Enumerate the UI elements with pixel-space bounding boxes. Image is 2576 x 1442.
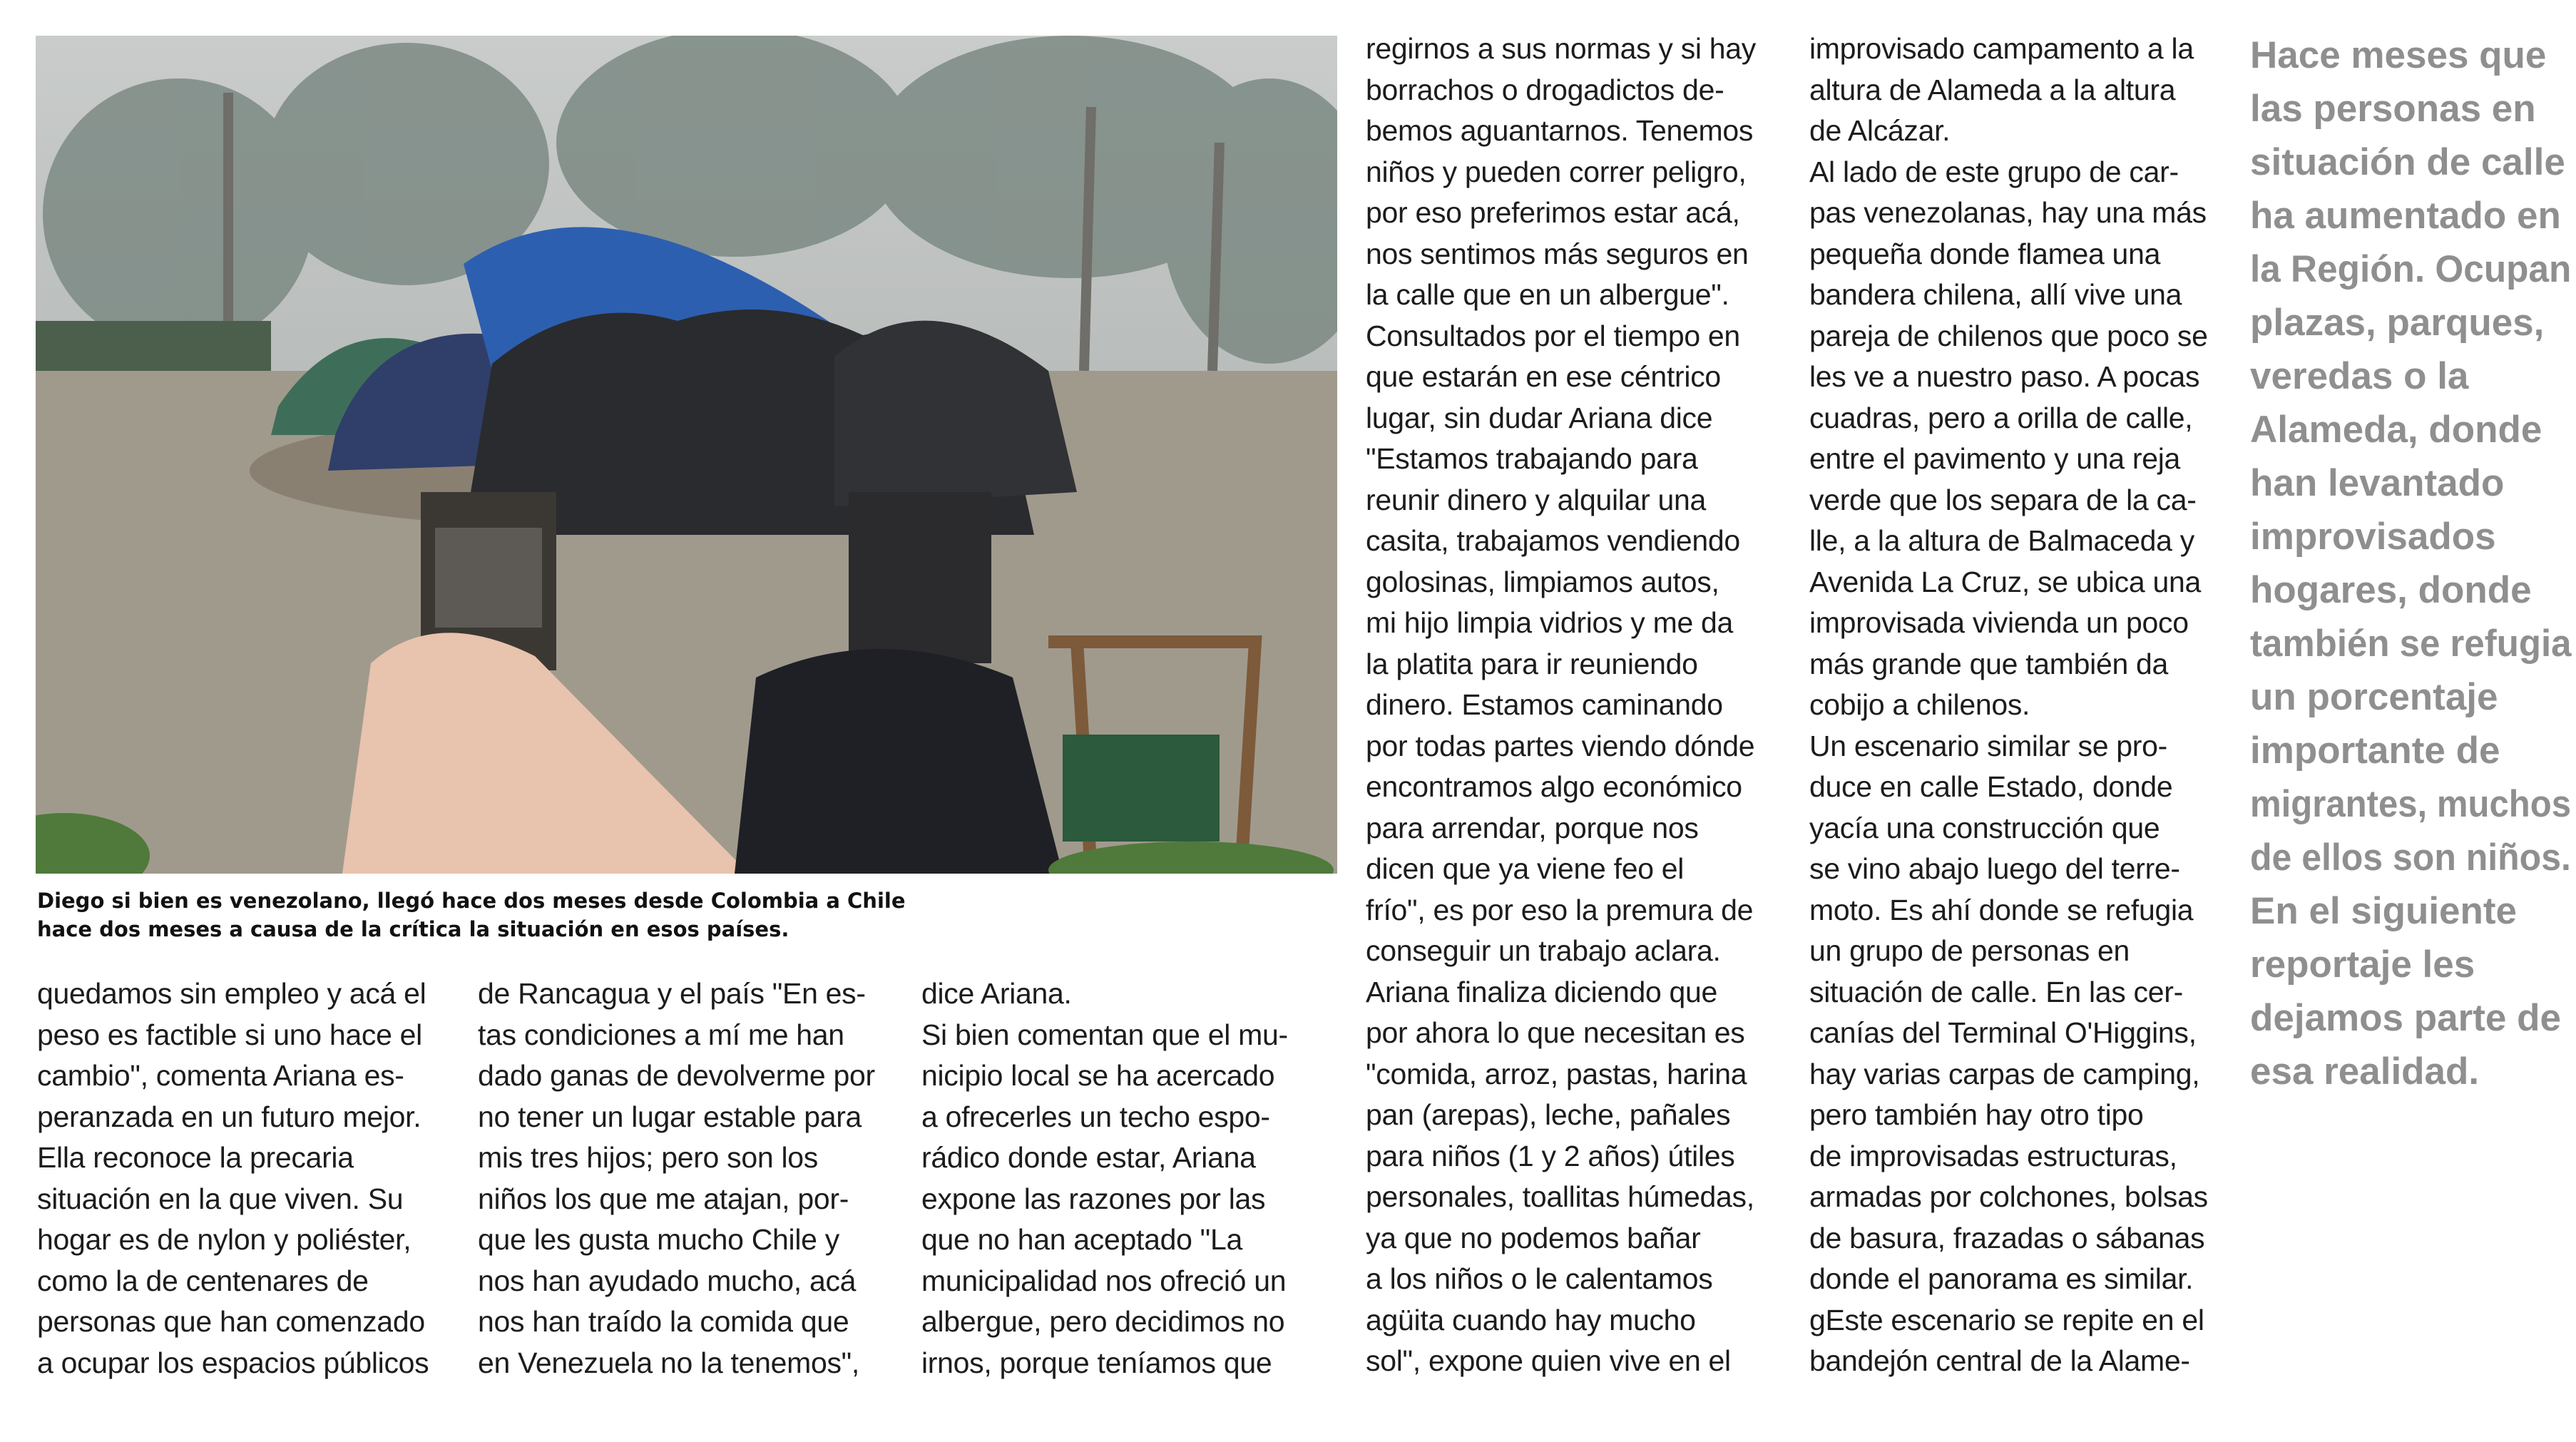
text-line: de basura, frazadas o sábanas	[1809, 1221, 2205, 1254]
text-line: bemos aguantarnos. Tenemos	[1366, 114, 1754, 147]
text-line: Si bien comentan que el mu-	[921, 1018, 1288, 1051]
sidebar-line: plazas, parques,	[2250, 302, 2545, 344]
sidebar-line: veredas o la	[2250, 355, 2469, 397]
sidebar-line: la Región. Ocupan	[2250, 248, 2572, 290]
caption-line: hace dos meses a causa de la crítica la situación en esos países.	[37, 917, 789, 941]
text-line: donde el panorama es similar.	[1809, 1262, 2194, 1295]
text-line: niños y pueden correr peligro,	[1366, 155, 1747, 188]
sidebar-line: En el siguiente	[2250, 890, 2518, 932]
text-line: de improvisadas estructuras,	[1809, 1139, 2177, 1172]
text-line: dado ganas de devolverme por	[478, 1059, 875, 1092]
text-line: nos han traído la comida que	[478, 1305, 849, 1338]
text-line: quedamos sin empleo y acá el	[37, 977, 426, 1010]
text-line: reunir dinero y alquilar una	[1366, 483, 1707, 516]
text-line: un grupo de personas en	[1809, 934, 2130, 967]
text-line: expone las razones por las	[921, 1182, 1266, 1215]
photo-scene	[36, 36, 1337, 874]
text-line: personas que han comenzado	[37, 1305, 425, 1338]
text-line: como la de centenares de	[37, 1264, 369, 1297]
text-line: regirnos a sus normas y si hay	[1366, 32, 1757, 65]
text-line: bandejón central de la Alame-	[1809, 1344, 2190, 1377]
text-line: bandera chilena, allí vive una	[1809, 278, 2182, 311]
text-line: dice Ariana.	[921, 977, 1072, 1010]
sidebar-line: importante de	[2250, 730, 2500, 772]
text-line: que les gusta mucho Chile y	[478, 1223, 839, 1256]
text-line: por ahora lo que necesitan es	[1366, 1016, 1745, 1049]
article-column-3	[921, 973, 1335, 1384]
text-line: pas venezolanas, hay una más	[1809, 196, 2207, 229]
text-line: albergue, pero decidimos no	[921, 1305, 1285, 1338]
text-line: ya que no podemos bañar	[1366, 1221, 1701, 1254]
text-line: municipalidad nos ofreció un	[921, 1264, 1287, 1297]
text-line: de Rancagua y el país "En es-	[478, 977, 866, 1010]
text-line: pareja de chilenos que poco se	[1809, 319, 2208, 352]
text-line: nos sentimos más seguros en	[1366, 237, 1749, 270]
text-line: lle, a la altura de Balmaceda y	[1809, 524, 2194, 557]
text-line: verde que los separa de la ca-	[1809, 483, 2197, 516]
text-line: armadas por colchones, bolsas	[1809, 1180, 2208, 1213]
text-line: por todas partes viendo dónde	[1366, 729, 1755, 762]
sidebar-line: de ellos son niños.	[2250, 837, 2571, 879]
text-line: niños los que me atajan, por-	[478, 1182, 849, 1215]
text-line: no tener un lugar estable para	[478, 1100, 862, 1133]
text-line: situación de calle. En las cer-	[1809, 975, 2183, 1008]
sidebar-line: han levantado	[2250, 462, 2505, 504]
sidebar-line: Alameda, donde	[2250, 409, 2542, 451]
sidebar-line: las personas en	[2250, 88, 2536, 130]
text-line: cambio", comenta Ariana es-	[37, 1059, 404, 1092]
text-line: a ofrecerles un techo espo-	[921, 1100, 1270, 1133]
text-line: improvisado campamento a la	[1809, 32, 2194, 65]
text-line: Al lado de este grupo de car-	[1809, 155, 2179, 188]
text-line: se vino abajo luego del terre-	[1809, 852, 2180, 885]
text-line: la platita para ir reuniendo	[1366, 647, 1698, 680]
text-line: a ocupar los espacios públicos	[37, 1346, 429, 1379]
sidebar-line: ha aumentado en	[2250, 195, 2561, 237]
article-column-5	[1809, 29, 2223, 1382]
text-line: tas condiciones a mí me han	[478, 1018, 844, 1051]
text-line: moto. Es ahí donde se refugia	[1809, 893, 2194, 926]
sidebar-line: hogares, donde	[2250, 569, 2532, 611]
text-line: por eso preferimos estar acá,	[1366, 196, 1740, 229]
sidebar-line: esa realidad.	[2250, 1050, 2480, 1093]
text-line: para niños (1 y 2 años) útiles	[1366, 1139, 1735, 1172]
text-line: Consultados por el tiempo en	[1366, 319, 1740, 352]
sidebar-line: Hace meses que	[2250, 34, 2547, 76]
text-line: pequeña donde flamea una	[1809, 237, 2161, 270]
text-line: peso es factible si uno hace el	[37, 1018, 422, 1051]
text-line: entre el pavimento y una reja	[1809, 442, 2181, 475]
text-line: canías del Terminal O'Higgins,	[1809, 1016, 2197, 1049]
sidebar-line: dejamos parte de	[2250, 997, 2561, 1039]
text-line: personales, toallitas húmedas,	[1366, 1180, 1754, 1213]
text-line: de Alcázar.	[1809, 114, 1951, 147]
text-line: duce en calle Estado, donde	[1809, 770, 2173, 803]
text-line: gEste escenario se repite en el	[1809, 1303, 2204, 1336]
text-line: Un escenario similar se pro-	[1809, 729, 2167, 762]
text-line: más grande que también da	[1809, 647, 2169, 680]
sidebar-lead	[2250, 29, 2571, 1098]
text-line: hogar es de nylon y poliéster,	[37, 1223, 412, 1256]
caption-line: Diego si bien es venezolano, llegó hace dos meses desde Colombia a Chile	[37, 889, 906, 913]
text-line: rádico donde estar, Ariana	[921, 1141, 1256, 1174]
sidebar-line: también se refugia	[2250, 623, 2572, 665]
text-line: conseguir un trabajo aclara.	[1366, 934, 1721, 967]
article-column-4	[1366, 29, 1779, 1382]
sidebar-line: migrantes, muchos	[2250, 783, 2572, 825]
text-line: altura de Alameda a la altura	[1809, 73, 2176, 106]
article-column-1	[37, 973, 451, 1384]
text-line: frío", es por eso la premura de	[1366, 893, 1754, 926]
text-line: a los niños o le calentamos	[1366, 1262, 1713, 1295]
text-line: improvisada vivienda un poco	[1809, 606, 2189, 639]
photo-caption	[37, 886, 1249, 944]
text-line: golosinas, limpiamos autos,	[1366, 565, 1719, 598]
sidebar-line: un porcentaje	[2250, 676, 2498, 718]
text-line: cuadras, pero a orilla de calle,	[1809, 401, 2193, 434]
text-line: dicen que ya viene feo el	[1366, 852, 1685, 885]
text-line: casita, trabajamos vendiendo	[1366, 524, 1740, 557]
text-line: en Venezuela no la tenemos",	[478, 1346, 859, 1379]
sidebar-line: reportaje les	[2250, 944, 2475, 986]
text-line: nos han ayudado mucho, acá	[478, 1264, 857, 1297]
text-line: Ella reconoce la precaria	[37, 1141, 354, 1174]
text-line: agüita cuando hay mucho	[1366, 1303, 1696, 1336]
news-photo	[36, 36, 1337, 874]
text-line: yacía una construcción que	[1809, 811, 2160, 844]
text-line: irnos, porque teníamos que	[921, 1346, 1272, 1379]
text-line: "comida, arroz, pastas, harina	[1366, 1057, 1747, 1090]
text-line: peranzada en un futuro mejor.	[37, 1100, 421, 1133]
text-line: situación en la que viven. Su	[37, 1182, 404, 1215]
sidebar-line: situación de calle	[2250, 141, 2565, 183]
text-line: para arrendar, porque nos	[1366, 811, 1699, 844]
text-line: sol", expone quien vive en el	[1366, 1344, 1731, 1377]
text-line: pan (arepas), leche, pañales	[1366, 1098, 1731, 1131]
sidebar-line: improvisados	[2250, 516, 2496, 558]
text-line: borrachos o drogadictos de-	[1366, 73, 1724, 106]
text-line: les ve a nuestro paso. A pocas	[1809, 360, 2200, 393]
text-line: dinero. Estamos caminando	[1366, 688, 1723, 721]
text-line: Avenida La Cruz, se ubica una	[1809, 565, 2201, 598]
text-line: mi hijo limpia vidrios y me da	[1366, 606, 1734, 639]
article-column-2	[478, 973, 891, 1384]
text-line: que estarán en ese céntrico	[1366, 360, 1721, 393]
text-line: cobijo a chilenos.	[1809, 688, 2030, 721]
text-line: que no han aceptado "La	[921, 1223, 1242, 1256]
text-line: mis tres hijos; pero son los	[478, 1141, 818, 1174]
text-line: Ariana finaliza diciendo que	[1366, 975, 1718, 1008]
text-line: la calle que en un albergue".	[1366, 278, 1729, 311]
text-line: lugar, sin dudar Ariana dice	[1366, 401, 1713, 434]
text-line: "Estamos trabajando para	[1366, 442, 1698, 475]
text-line: hay varias carpas de camping,	[1809, 1057, 2200, 1090]
text-line: nicipio local se ha acercado	[921, 1059, 1275, 1092]
text-line: encontramos algo económico	[1366, 770, 1742, 803]
text-line: pero también hay otro tipo	[1809, 1098, 2144, 1131]
